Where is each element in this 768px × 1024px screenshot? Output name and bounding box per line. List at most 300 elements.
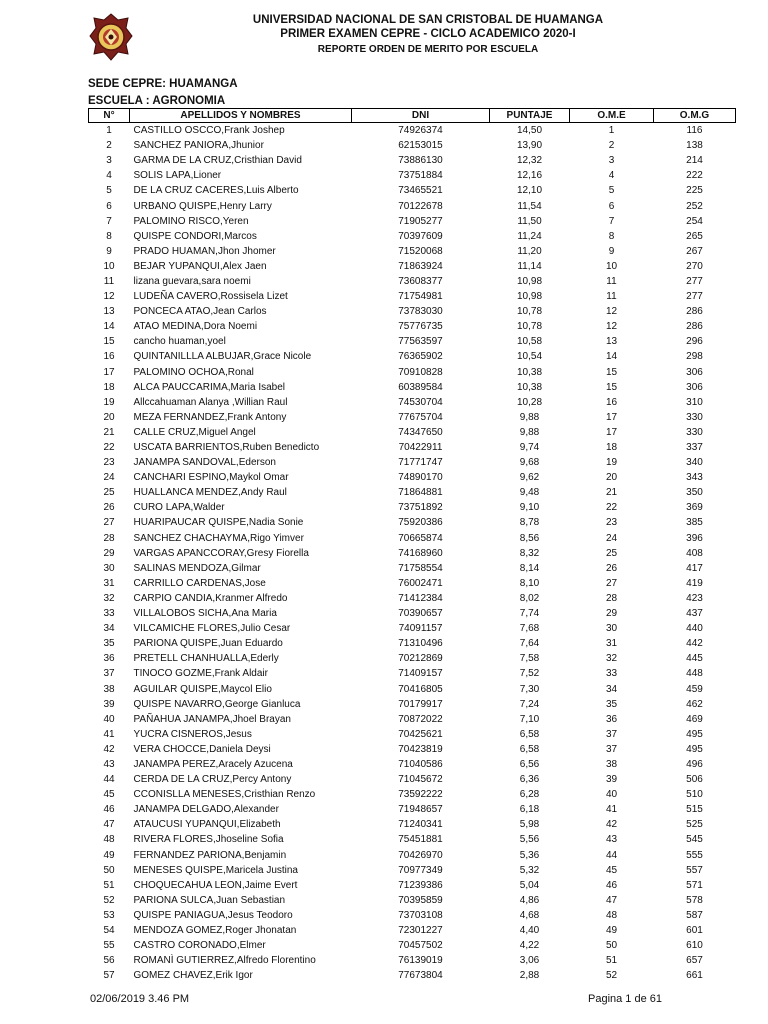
row-ome: 12 (605, 321, 618, 333)
row-score: 14,50 (516, 125, 543, 137)
table-row (89, 938, 736, 953)
row-name: QUISPE CONDORI,Marcos (133, 230, 257, 242)
row-score: 9,68 (519, 457, 540, 469)
row-name: PONCECA ATAO,Jean Carlos (133, 306, 267, 318)
row-omg: 225 (686, 185, 703, 197)
row-ome: 5 (608, 185, 615, 197)
row-number: 4 (106, 170, 112, 182)
row-number: 52 (103, 894, 115, 906)
row-dni: 70665874 (398, 532, 443, 544)
row-score: 9,62 (519, 472, 540, 484)
row-dni: 71310496 (398, 638, 443, 650)
row-score: 8,56 (519, 532, 540, 544)
row-omg: 116 (686, 125, 703, 137)
table-row (89, 515, 736, 530)
row-dni: 70122678 (398, 200, 443, 212)
col-header-omg: O.M.G (654, 109, 736, 123)
row-ome: 28 (605, 592, 618, 604)
row-number: 49 (103, 849, 115, 861)
row-ome: 19 (605, 457, 618, 469)
row-ome: 46 (605, 879, 618, 891)
row-number: 15 (103, 336, 115, 348)
row-omg: 496 (686, 758, 703, 770)
row-dni: 76139019 (398, 955, 443, 967)
row-name: PRADO HUAMAN,Jhon Jhomer (133, 245, 276, 257)
row-ome: 39 (605, 774, 618, 786)
row-name: cancho huaman,yoel (133, 336, 226, 348)
table-row (89, 697, 736, 712)
table-row (89, 198, 736, 213)
row-score: 5,36 (519, 849, 540, 861)
row-number: 5 (106, 185, 112, 197)
row-dni: 72301227 (398, 925, 443, 937)
table-row (89, 334, 736, 349)
row-omg: 267 (686, 245, 703, 257)
row-ome: 17 (605, 426, 618, 438)
row-ome: 14 (605, 351, 618, 363)
row-score: 8,02 (519, 592, 540, 604)
table-row (89, 681, 736, 696)
row-score: 7,30 (519, 683, 540, 695)
row-score: 4,68 (519, 909, 540, 921)
row-score: 5,56 (519, 834, 540, 846)
row-omg: 448 (686, 668, 703, 680)
row-dni: 73608377 (398, 275, 443, 287)
row-ome: 40 (605, 789, 618, 801)
row-dni: 70426970 (398, 849, 443, 861)
row-number: 36 (103, 653, 115, 665)
row-number: 22 (103, 442, 115, 454)
row-dni: 70872022 (398, 713, 443, 725)
row-ome: 47 (605, 894, 618, 906)
table-row (89, 712, 736, 727)
row-name: CHOQUECAHUA LEON,Jaime Evert (133, 879, 298, 891)
row-ome: 34 (605, 683, 618, 695)
row-ome: 44 (605, 849, 618, 861)
row-number: 46 (103, 804, 115, 816)
row-ome: 15 (605, 366, 618, 378)
table-row (89, 893, 736, 908)
row-omg: 495 (686, 728, 703, 740)
row-omg: 214 (686, 155, 703, 167)
row-number: 53 (103, 909, 115, 921)
row-dni: 77675704 (398, 411, 443, 423)
table-row (89, 772, 736, 787)
row-ome: 21 (605, 487, 618, 499)
row-score: 7,64 (519, 638, 540, 650)
row-name: SANCHEZ PANIORA,Jhunior (133, 140, 264, 152)
row-number: 31 (103, 577, 115, 589)
row-name: MENESES QUISPE,Maricela Justina (133, 864, 298, 876)
row-score: 6,28 (519, 789, 540, 801)
row-dni: 73465521 (398, 185, 443, 197)
table-row (89, 561, 736, 576)
table-row (89, 651, 736, 666)
row-number: 27 (103, 517, 115, 529)
row-ome: 7 (608, 215, 615, 227)
row-omg: 445 (686, 653, 703, 665)
row-number: 18 (103, 381, 115, 393)
sede-label: SEDE CEPRE: HUAMANGA (88, 78, 238, 90)
row-name: LUDEÑA CAVERO,Rossisela Lizet (133, 291, 288, 303)
row-number: 16 (103, 351, 115, 363)
row-omg: 340 (686, 457, 703, 469)
row-dni: 70397609 (398, 230, 443, 242)
table-row (89, 274, 736, 289)
row-omg: 337 (686, 442, 703, 454)
table-row (89, 455, 736, 470)
row-omg: 417 (686, 562, 703, 574)
row-omg: 440 (686, 623, 703, 635)
row-name: ATAUCUSI YUPANQUI,Elizabeth (133, 819, 281, 831)
row-score: 11,54 (517, 200, 542, 212)
row-dni: 71239386 (398, 879, 443, 891)
row-dni: 75920386 (398, 517, 443, 529)
row-score: 6,58 (519, 743, 540, 755)
row-dni: 77673804 (398, 970, 443, 982)
row-ome: 8 (608, 230, 615, 242)
row-omg: 462 (686, 698, 703, 710)
table-row (89, 531, 736, 546)
table-row (89, 863, 736, 878)
row-score: 11,24 (517, 230, 542, 242)
table-row (89, 168, 736, 183)
row-number: 38 (103, 683, 115, 695)
row-name: PARIONA QUISPE,Juan Eduardo (133, 638, 283, 650)
row-number: 56 (103, 955, 115, 967)
row-ome: 4 (608, 170, 615, 182)
row-number: 37 (103, 668, 115, 680)
row-ome: 52 (605, 970, 618, 982)
table-row (89, 832, 736, 847)
row-omg: 437 (686, 608, 703, 620)
row-omg: 369 (686, 502, 703, 514)
row-number: 17 (103, 366, 115, 378)
row-omg: 510 (686, 789, 703, 801)
row-score: 4,40 (519, 925, 540, 937)
table-row (89, 244, 736, 259)
row-number: 55 (103, 940, 115, 952)
row-score: 12,10 (516, 185, 543, 197)
row-ome: 31 (605, 638, 618, 650)
row-dni: 70423819 (398, 743, 443, 755)
row-score: 11,50 (517, 215, 542, 227)
row-score: 10,78 (516, 321, 543, 333)
row-name: SOLIS LAPA,Lioner (133, 170, 222, 182)
row-score: 11,20 (517, 245, 542, 257)
row-ome: 26 (605, 562, 618, 574)
table-row (89, 289, 736, 304)
row-ome: 37 (605, 743, 618, 755)
row-ome: 24 (605, 532, 618, 544)
table-row (89, 319, 736, 334)
row-dni: 73703108 (398, 909, 443, 921)
row-ome: 51 (605, 955, 618, 967)
row-dni: 70457502 (398, 940, 443, 952)
row-number: 3 (106, 155, 112, 167)
table-row (89, 440, 736, 455)
report-title: REPORTE ORDEN DE MERITO POR ESCUELA (317, 44, 539, 55)
col-header-number: N° (89, 109, 130, 123)
row-omg: 298 (686, 351, 703, 363)
row-name: CALLE CRUZ,Miguel Angel (133, 426, 256, 438)
row-dni: 73886130 (398, 155, 443, 167)
row-dni: 71240341 (398, 819, 443, 831)
row-name: JANAMPA DELGADO,Alexander (133, 804, 279, 816)
table-row (89, 621, 736, 636)
row-name: AGUILAR QUISPE,Maycol Elio (133, 683, 272, 695)
row-name: QUISPE NAVARRO,George Gianluca (133, 698, 301, 710)
row-score: 5,04 (519, 879, 540, 891)
row-number: 26 (103, 502, 115, 514)
row-dni: 71040586 (398, 758, 443, 770)
table-row (89, 485, 736, 500)
row-score: 7,58 (519, 653, 540, 665)
row-score: 3,06 (519, 955, 540, 967)
row-ome: 50 (605, 940, 618, 952)
row-ome: 15 (605, 381, 618, 393)
row-ome: 43 (605, 834, 618, 846)
row-dni: 73751884 (398, 170, 443, 182)
row-number: 12 (103, 291, 115, 303)
row-name: PALOMINO OCHOA,Ronal (133, 366, 254, 378)
row-name: GARMA DE LA CRUZ,Cristhian David (133, 155, 302, 167)
row-omg: 408 (686, 547, 703, 559)
row-dni: 71771747 (398, 457, 443, 469)
table-row (89, 546, 736, 561)
table-row (89, 878, 736, 893)
row-omg: 306 (686, 366, 703, 378)
row-dni: 71864881 (398, 487, 443, 499)
row-ome: 35 (605, 698, 618, 710)
row-omg: 555 (686, 849, 703, 861)
row-score: 10,54 (516, 351, 543, 363)
table-row (89, 395, 736, 410)
row-name: CERDA DE LA CRUZ,Percy Antony (133, 774, 292, 786)
row-omg: 330 (686, 411, 703, 423)
row-name: YUCRA CISNEROS,Jesus (133, 728, 252, 740)
row-dni: 74091157 (398, 623, 443, 635)
row-number: 20 (103, 411, 115, 423)
row-number: 7 (106, 215, 112, 227)
table-row (89, 380, 736, 395)
table-row (89, 727, 736, 742)
row-name: PARIONA SULCA,Juan Sebastian (133, 894, 286, 906)
table-row (89, 923, 736, 938)
row-omg: 138 (686, 140, 703, 152)
row-dni: 73592222 (398, 789, 443, 801)
row-name: CASTRO CORONADO,Elmer (133, 940, 266, 952)
row-name: JANAMPA SANDOVAL,Ederson (133, 457, 276, 469)
row-name: lizana guevara,sara noemi (133, 275, 251, 287)
row-dni: 70212869 (398, 653, 443, 665)
row-ome: 33 (605, 668, 618, 680)
row-score: 4,86 (519, 894, 540, 906)
row-dni: 70179917 (398, 698, 443, 710)
row-omg: 385 (686, 517, 703, 529)
table-row (89, 138, 736, 153)
row-ome: 16 (605, 396, 618, 408)
table-row (89, 123, 736, 139)
row-dni: 71948657 (398, 804, 443, 816)
row-dni: 70425621 (398, 728, 443, 740)
table-row (89, 153, 736, 168)
table-row (89, 636, 736, 651)
row-omg: 252 (686, 200, 703, 212)
row-score: 9,88 (519, 426, 540, 438)
table-row (89, 802, 736, 817)
row-number: 42 (103, 743, 115, 755)
row-number: 41 (103, 728, 115, 740)
university-title: UNIVERSIDAD NACIONAL DE SAN CRISTOBAL DE HUAMANGA (252, 14, 604, 26)
row-dni: 70416805 (398, 683, 443, 695)
row-dni: 70422911 (398, 442, 443, 454)
row-ome: 12 (605, 306, 618, 318)
row-name: CASTILLO OSCCO,Frank Joshep (133, 125, 285, 137)
row-omg: 330 (686, 426, 703, 438)
table-row (89, 500, 736, 515)
row-name: JANAMPA PEREZ,Aracely Azucena (133, 758, 293, 770)
row-name: PRETELL CHANHUALLA,Ederly (133, 653, 279, 665)
table-row (89, 576, 736, 591)
row-name: GOMEZ CHAVEZ,Erik Igor (133, 970, 253, 982)
row-omg: 601 (686, 925, 703, 937)
table-row (89, 953, 736, 968)
row-ome: 29 (605, 608, 618, 620)
row-score: 10,28 (516, 396, 543, 408)
row-name: USCATA BARRIENTOS,Ruben Benedicto (133, 442, 320, 454)
row-omg: 270 (686, 260, 703, 272)
row-dni: 70910828 (398, 366, 443, 378)
row-name: HUARIPAUCAR QUISPE,Nadia Sonie (133, 517, 304, 529)
row-score: 5,32 (519, 864, 540, 876)
row-score: 10,98 (516, 291, 543, 303)
row-ome: 37 (605, 728, 618, 740)
row-name: SANCHEZ CHACHAYMA,Rigo Yimver (133, 532, 304, 544)
row-omg: 254 (686, 215, 703, 227)
row-score: 9,10 (519, 502, 540, 514)
row-ome: 6 (608, 200, 615, 212)
table-row (89, 183, 736, 198)
row-dni: 74926374 (398, 125, 443, 137)
row-dni: 75776735 (398, 321, 443, 333)
table-row (89, 606, 736, 621)
row-score: 6,56 (519, 758, 540, 770)
row-dni: 71758554 (398, 562, 443, 574)
row-number: 40 (103, 713, 115, 725)
row-omg: 459 (686, 683, 703, 695)
col-header-ome: O.M.E (570, 109, 654, 123)
merit-table (88, 108, 736, 983)
row-score: 7,10 (519, 713, 540, 725)
row-score: 8,10 (519, 577, 540, 589)
row-dni: 70395859 (398, 894, 443, 906)
row-number: 13 (103, 306, 115, 318)
row-number: 6 (106, 200, 112, 212)
row-score: 8,14 (519, 562, 540, 574)
row-dni: 71045672 (398, 774, 443, 786)
row-name: URBANO QUISPE,Henry Larry (133, 200, 272, 212)
row-omg: 545 (686, 834, 703, 846)
row-name: MENDOZA GOMEZ,Roger Jhonatan (133, 925, 297, 937)
row-dni: 71863924 (398, 260, 443, 272)
row-number: 30 (103, 562, 115, 574)
row-omg: 350 (686, 487, 703, 499)
row-ome: 11 (606, 291, 617, 303)
row-dni: 74168960 (398, 547, 443, 559)
row-ome: 1 (608, 125, 615, 137)
row-name: SALINAS MENDOZA,Gilmar (133, 562, 261, 574)
row-number: 28 (103, 532, 115, 544)
table-row (89, 365, 736, 380)
row-omg: 442 (686, 638, 703, 650)
row-score: 10,58 (516, 336, 543, 348)
row-ome: 18 (605, 442, 618, 454)
row-score: 5,98 (519, 819, 540, 831)
row-score: 2,88 (519, 970, 540, 982)
row-omg: 343 (686, 472, 703, 484)
row-name: CARPIO CANDIA,Kranmer Alfredo (133, 592, 288, 604)
row-dni: 62153015 (398, 140, 443, 152)
row-ome: 48 (605, 909, 618, 921)
row-omg: 286 (686, 321, 703, 333)
row-dni: 74347650 (398, 426, 443, 438)
row-number: 14 (103, 321, 115, 333)
row-score: 10,78 (516, 306, 543, 318)
row-number: 8 (106, 230, 112, 242)
row-name: CANCHARI ESPINO,Maykol Omar (133, 472, 289, 484)
row-omg: 222 (686, 170, 703, 182)
row-score: 9,74 (519, 442, 540, 454)
row-name: BEJAR YUPANQUI,Alex Jaen (133, 260, 267, 272)
row-dni: 76002471 (398, 577, 443, 589)
table-row (89, 817, 736, 832)
row-dni: 70977349 (398, 864, 443, 876)
row-name: MEZA FERNANDEZ,Frank Antony (133, 411, 287, 423)
row-number: 21 (103, 426, 115, 438)
row-name: VILLALOBOS SICHA,Ana Maria (133, 608, 277, 620)
print-date: 02/06/2019 3.46 PM (90, 993, 190, 1005)
row-dni: 74890170 (398, 472, 443, 484)
table-row (89, 259, 736, 274)
row-number: 47 (103, 819, 115, 831)
row-dni: 71905277 (398, 215, 443, 227)
col-header-dni: DNI (352, 109, 490, 123)
row-score: 13,90 (516, 140, 543, 152)
row-score: 6,36 (519, 774, 540, 786)
row-ome: 11 (606, 275, 617, 287)
table-row (89, 591, 736, 606)
row-number: 11 (103, 275, 115, 287)
table-row (89, 349, 736, 364)
row-number: 34 (103, 623, 115, 635)
row-ome: 22 (605, 502, 618, 514)
row-omg: 506 (686, 774, 703, 786)
row-name: QUINTANILLLA ALBUJAR,Grace Nicole (133, 351, 312, 363)
row-number: 32 (103, 592, 115, 604)
row-omg: 265 (686, 230, 703, 242)
row-ome: 36 (605, 713, 618, 725)
row-name: DE LA CRUZ CACERES,Luis Alberto (133, 185, 299, 197)
row-omg: 469 (686, 713, 703, 725)
row-number: 45 (103, 789, 115, 801)
row-ome: 41 (605, 804, 618, 816)
row-ome: 9 (608, 245, 615, 257)
row-ome: 3 (608, 155, 615, 167)
row-number: 57 (103, 970, 115, 982)
row-dni: 75451881 (398, 834, 443, 846)
table-row (89, 214, 736, 229)
